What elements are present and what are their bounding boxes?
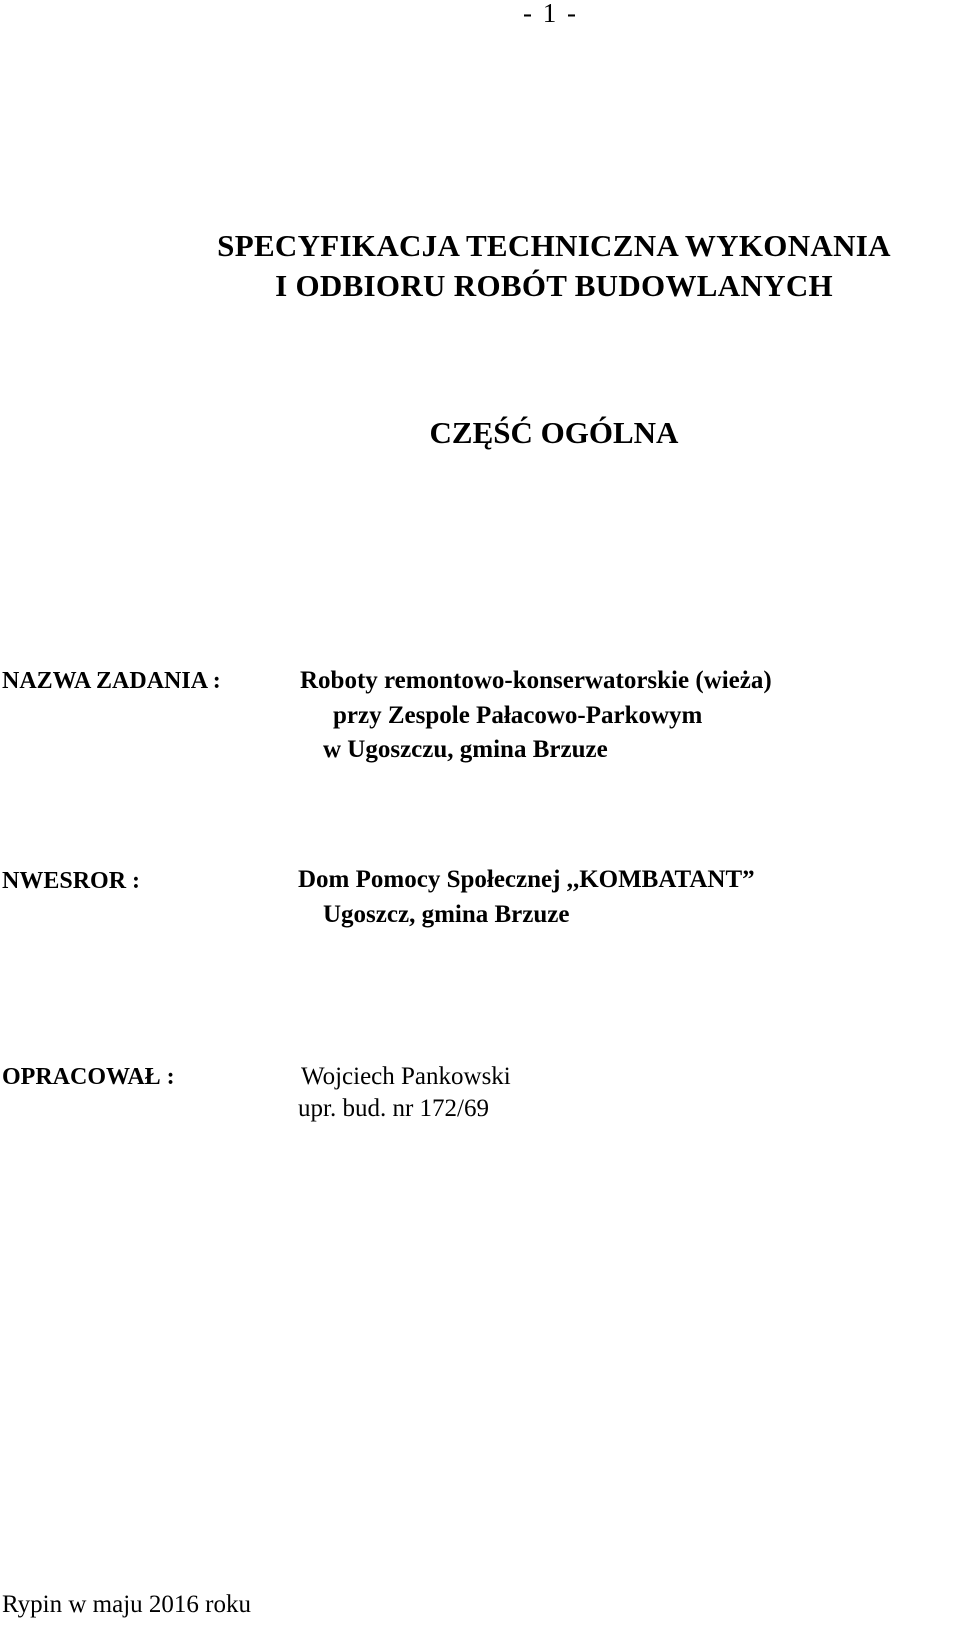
task-label: NAZWA ZADANIA :: [2, 668, 221, 694]
place-date: Rypin w maju 2016 roku: [2, 1591, 251, 1618]
document-title-line-2: I ODBIORU ROBÓT BUDOWLANYCH: [275, 268, 833, 303]
investor-name-line-2: Ugoszcz, gmina Brzuze: [323, 901, 570, 928]
task-name-line-2: przy Zespole Pałacowo-Parkowym: [333, 702, 703, 729]
section-heading: CZĘŚĆ OGÓLNA: [429, 415, 679, 450]
task-name-line-1: Roboty remontowo-konserwatorskie (wieża): [300, 667, 772, 694]
investor-name-line-1: Dom Pomocy Społecznej ,,KOMBATANT”: [298, 866, 755, 893]
author-name: Wojciech Pankowski: [301, 1063, 511, 1090]
document-title-line-1: SPECYFIKACJA TECHNICZNA WYKONANIA: [217, 228, 891, 263]
investor-label: NWESROR :: [2, 868, 141, 894]
task-name-line-3: w Ugoszczu, gmina Brzuze: [323, 736, 608, 763]
page-number: - 1 -: [523, 0, 578, 28]
author-label: OPRACOWAŁ :: [2, 1064, 175, 1090]
author-license: upr. bud. nr 172/69: [298, 1095, 489, 1122]
